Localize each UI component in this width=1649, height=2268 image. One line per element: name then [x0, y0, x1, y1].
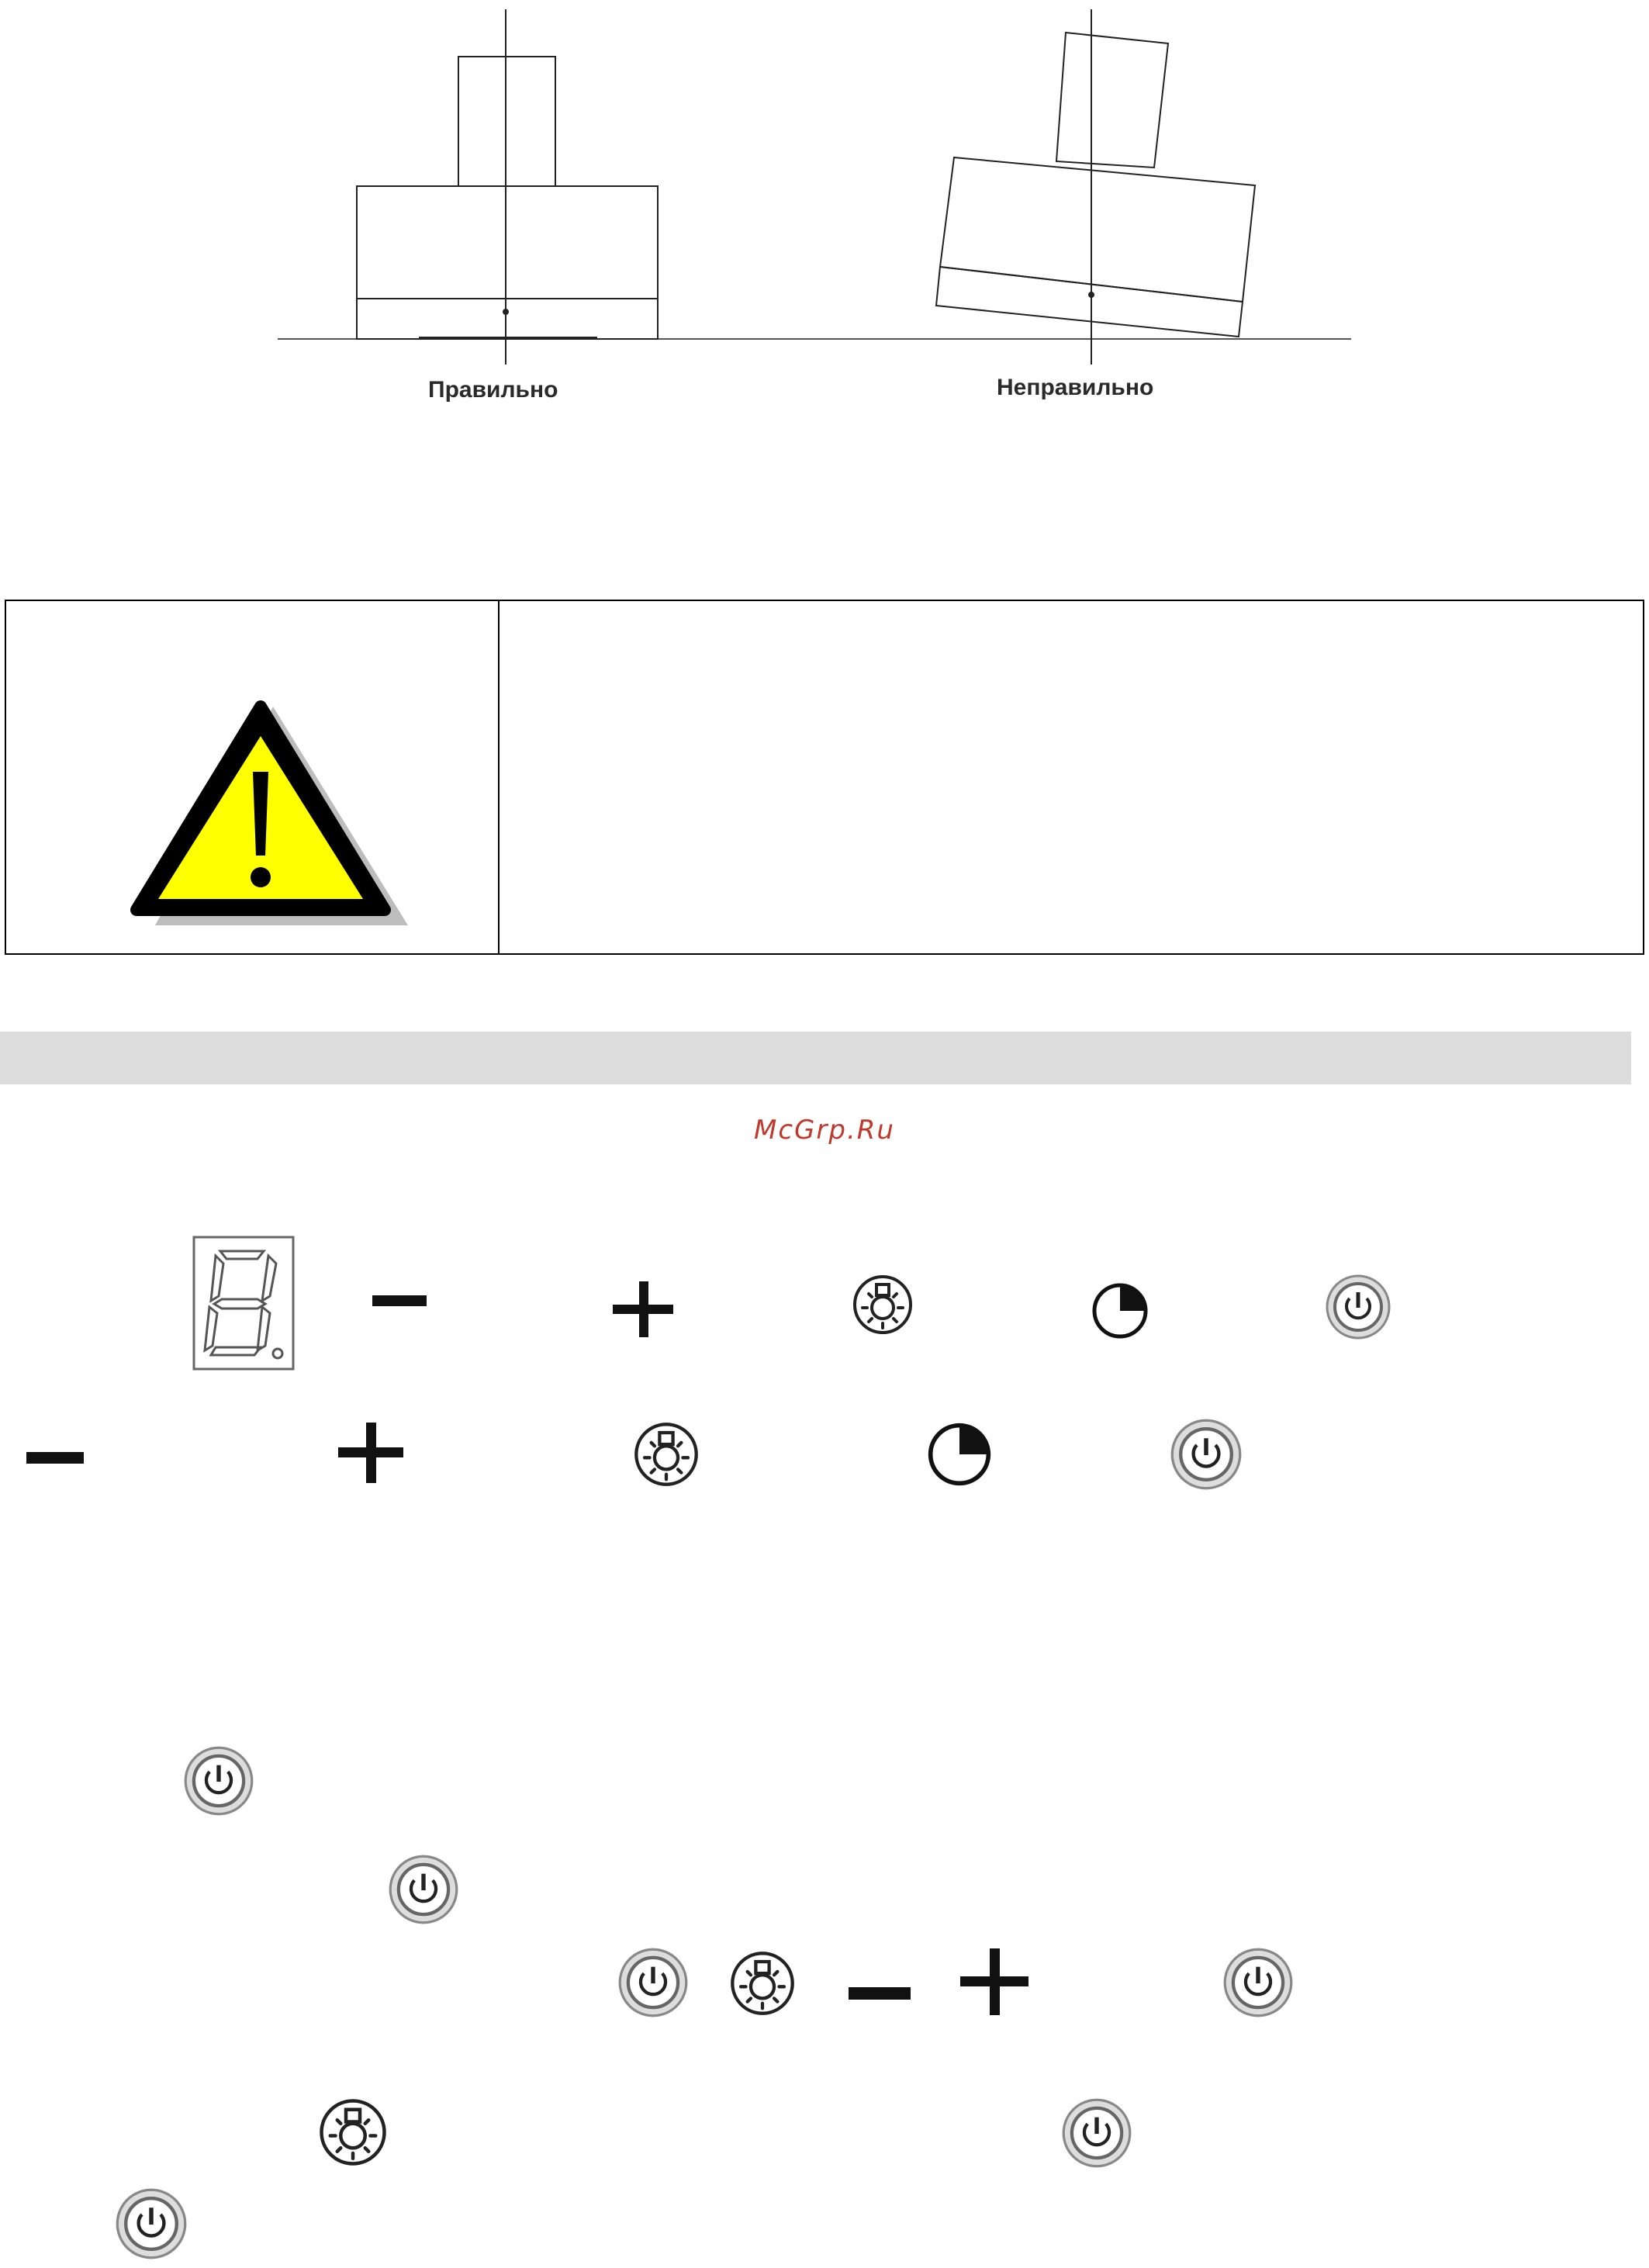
minus-icon	[25, 1450, 85, 1468]
power-icon	[617, 1947, 689, 2018]
section-header-bar	[0, 1032, 1631, 1084]
hood-installation-diagram	[264, 0, 1373, 365]
power-icon	[1222, 1947, 1294, 2018]
power-icon	[183, 1745, 254, 1817]
timer-icon	[1091, 1281, 1149, 1340]
power-icon	[1325, 1274, 1391, 1340]
warning-triangle-icon	[129, 700, 408, 933]
watermark: McGrp.Ru	[754, 1115, 895, 1146]
plus-icon	[960, 1948, 1028, 2015]
warning-box	[5, 600, 1644, 955]
plus-icon	[338, 1423, 403, 1483]
seven-segment-display-icon	[192, 1236, 295, 1371]
timer-icon	[926, 1421, 993, 1488]
light-icon	[318, 2097, 388, 2167]
warning-divider	[498, 601, 500, 953]
light-icon	[852, 1274, 914, 1336]
plus-icon	[613, 1281, 673, 1337]
label-incorrect: Неправильно	[997, 375, 1154, 400]
minus-icon	[371, 1294, 428, 1309]
power-icon	[1061, 2097, 1132, 2169]
light-icon	[633, 1421, 700, 1488]
power-icon	[1170, 1418, 1243, 1491]
hood-correct	[357, 9, 658, 365]
hood-incorrect	[936, 9, 1255, 365]
power-icon	[388, 1854, 459, 1925]
minus-icon	[847, 1986, 912, 2003]
power-icon	[115, 2187, 188, 2260]
label-correct: Правильно	[428, 377, 558, 403]
light-icon	[729, 1950, 796, 2017]
